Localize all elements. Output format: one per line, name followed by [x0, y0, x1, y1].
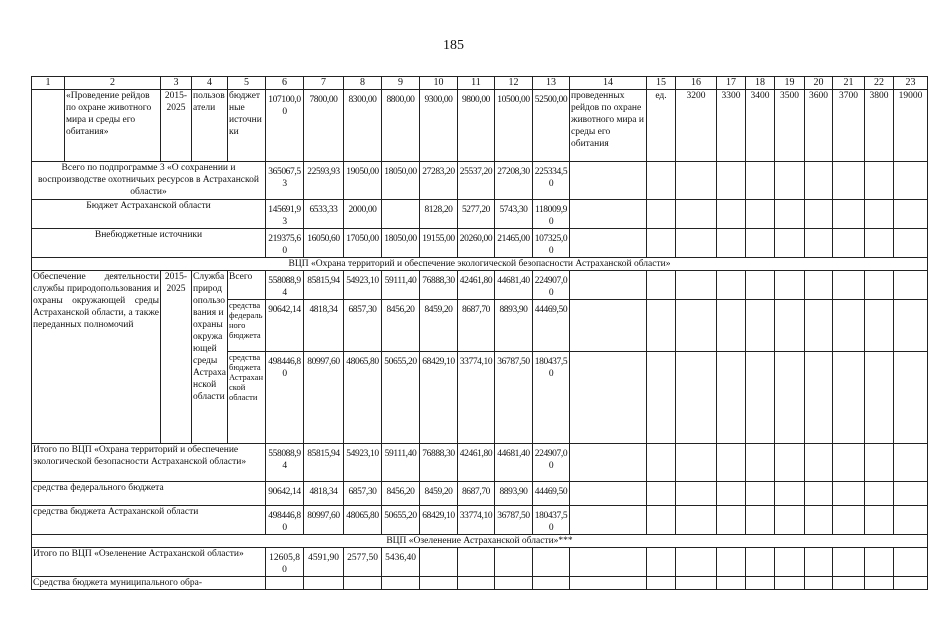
vcp1-total-row — [32, 444, 928, 482]
vcp1-title: ВЦП «Охрана территорий и обеспечение экологической безопасности Астраханской области» — [32, 258, 928, 271]
amount-cell: 219375,60 — [266, 229, 304, 258]
header-cell: 14 — [570, 77, 647, 90]
amount-cell: 365067,53 — [266, 162, 304, 200]
amount-cell: 8459,20 — [420, 300, 458, 352]
vcp1-activity-executor: Служба природопользования и охраны окружающей среды Астраханской области — [192, 271, 228, 444]
source-label: средства федерального бюджета — [228, 300, 266, 352]
vcp1-federal-row — [32, 482, 928, 506]
amount-cell: 180437,50 — [533, 352, 570, 444]
amount-cell: 18050,00 — [382, 229, 420, 258]
amount-cell: 6857,30 — [344, 482, 382, 506]
amount-cell: 16050,60 — [304, 229, 344, 258]
amount-cell: 85815,94 — [304, 271, 344, 300]
amount-cell: 9300,00 — [420, 90, 458, 162]
subprogram-extrabudget-row — [32, 229, 928, 258]
subprogram-regional-row — [32, 200, 928, 229]
target-cell: 3700 — [833, 90, 865, 162]
amount-cell: 44681,40 — [495, 444, 533, 482]
amount-cell: 224907,00 — [533, 444, 570, 482]
amount-cell: 33774,10 — [458, 506, 495, 535]
amount-cell — [382, 200, 420, 229]
target-cell: 3800 — [865, 90, 894, 162]
amount-cell: 5277,20 — [458, 200, 495, 229]
amount-cell: 42461,80 — [458, 271, 495, 300]
column-number-row — [32, 77, 928, 90]
header-cell: 10 — [420, 77, 458, 90]
header-cell: 13 — [533, 77, 570, 90]
amount-cell: 44681,40 — [495, 271, 533, 300]
vcp1-activity-name: Обеспечение деятельности службы природопользования и охраны окружающей среды Астраханской области, а также переданных полномочий — [32, 271, 161, 444]
header-cell: 11 — [458, 77, 495, 90]
amount-cell: 36787,50 — [495, 506, 533, 535]
header-cell: 17 — [717, 77, 746, 90]
vcp2-municipal-label: Средства бюджета муниципального обра- — [32, 577, 266, 590]
amount-cell: 48065,80 — [344, 352, 382, 444]
amount-cell: 22593,93 — [304, 162, 344, 200]
vcp1-regional-row — [32, 506, 928, 535]
vcp2-total-row — [32, 548, 928, 577]
amount-cell: 33774,10 — [458, 352, 495, 444]
amount-cell: 224907,00 — [533, 271, 570, 300]
amount-cell: 5436,40 — [382, 548, 420, 577]
indicator-unit: ед. — [647, 90, 676, 162]
target-cell: 3400 — [746, 90, 775, 162]
target-cell: 19000 — [894, 90, 928, 162]
amount-cell: 17050,00 — [344, 229, 382, 258]
amount-cell: 36787,50 — [495, 352, 533, 444]
activity-source: бюджетные источники — [228, 90, 266, 162]
amount-cell: 8456,20 — [382, 482, 420, 506]
amount-cell: 4818,34 — [304, 482, 344, 506]
vcp1-activity-total-row — [32, 271, 928, 300]
amount-cell: 8687,70 — [458, 482, 495, 506]
amount-cell: 44469,50 — [533, 300, 570, 352]
amount-cell: 9800,00 — [458, 90, 495, 162]
amount-cell: 180437,50 — [533, 506, 570, 535]
amount-cell: 2000,00 — [344, 200, 382, 229]
amount-cell: 8800,00 — [382, 90, 420, 162]
subprogram-total-label: Всего по подпрограмме 3 «О сохранении и воспроизводстве охотничьих ресурсов в Астраханской области» — [32, 162, 266, 200]
source-label: Всего — [228, 271, 266, 300]
header-cell: 19 — [775, 77, 805, 90]
amount-cell: 19155,00 — [420, 229, 458, 258]
budget-table — [31, 76, 928, 590]
activity-row — [32, 90, 928, 162]
header-cell: 1 — [32, 77, 65, 90]
header-cell: 23 — [894, 77, 928, 90]
amount-cell: 85815,94 — [304, 444, 344, 482]
amount-cell: 68429,10 — [420, 352, 458, 444]
amount-cell: 2577,50 — [344, 548, 382, 577]
amount-cell: 6857,30 — [344, 300, 382, 352]
header-cell: 20 — [805, 77, 833, 90]
amount-cell: 8459,20 — [420, 482, 458, 506]
amount-cell: 50655,20 — [382, 506, 420, 535]
amount-cell: 59111,40 — [382, 271, 420, 300]
vcp1-total-label: Итого по ВЦП «Охрана территорий и обеспечение экологической безопасности Астраханской области» — [32, 444, 266, 482]
header-cell: 21 — [833, 77, 865, 90]
amount-cell: 8893,90 — [495, 482, 533, 506]
activity-executor: пользователи — [192, 90, 228, 162]
amount-cell: 7800,00 — [304, 90, 344, 162]
vcp1-activity-period: 2015-2025 — [161, 271, 192, 444]
source-label: средства бюджета Астраханской области — [228, 352, 266, 444]
activity-name: «Проведение рейдов по охране животного мира и среды его обитания» — [65, 90, 161, 162]
page-number: 185 — [443, 38, 464, 53]
amount-cell: 68429,10 — [420, 506, 458, 535]
amount-cell: 21465,00 — [495, 229, 533, 258]
amount-cell: 10500,00 — [495, 90, 533, 162]
amount-cell: 27208,30 — [495, 162, 533, 200]
subprogram-total-row — [32, 162, 928, 200]
target-cell: 3600 — [805, 90, 833, 162]
amount-cell: 6533,33 — [304, 200, 344, 229]
amount-cell: 54923,10 — [344, 271, 382, 300]
header-cell: 18 — [746, 77, 775, 90]
amount-cell: 118009,90 — [533, 200, 570, 229]
amount-cell: 8456,20 — [382, 300, 420, 352]
vcp1-federal-label: средства федерального бюджета — [32, 482, 266, 506]
indicator-name: проведенных рейдов по охране животного мира и среды его обитания — [570, 90, 647, 162]
amount-cell: 107325,00 — [533, 229, 570, 258]
amount-cell: 90642,14 — [266, 300, 304, 352]
amount-cell: 59111,40 — [382, 444, 420, 482]
amount-cell: 107100,00 — [266, 90, 304, 162]
vcp2-total-label: Итого по ВЦП «Озеленение Астраханской области» — [32, 548, 266, 577]
amount-cell: 76888,30 — [420, 271, 458, 300]
vcp1-title-row — [32, 258, 928, 271]
amount-cell: 18050,00 — [382, 162, 420, 200]
amount-cell: 50655,20 — [382, 352, 420, 444]
amount-cell: 80997,60 — [304, 506, 344, 535]
amount-cell: 80997,60 — [304, 352, 344, 444]
amount-cell: 498446,80 — [266, 506, 304, 535]
amount-cell: 4591,90 — [304, 548, 344, 577]
subprogram-regional-label: Бюджет Астраханской области — [32, 200, 266, 229]
amount-cell: 225334,50 — [533, 162, 570, 200]
amount-cell: 48065,80 — [344, 506, 382, 535]
header-cell: 8 — [344, 77, 382, 90]
target-cell: 3200 — [676, 90, 717, 162]
amount-cell: 558088,94 — [266, 444, 304, 482]
amount-cell: 12605,80 — [266, 548, 304, 577]
amount-cell: 8687,70 — [458, 300, 495, 352]
header-cell: 9 — [382, 77, 420, 90]
amount-cell: 20260,00 — [458, 229, 495, 258]
amount-cell: 54923,10 — [344, 444, 382, 482]
header-cell: 2 — [65, 77, 161, 90]
target-cell: 3300 — [717, 90, 746, 162]
header-cell: 7 — [304, 77, 344, 90]
amount-cell: 8300,00 — [344, 90, 382, 162]
amount-cell: 90642,14 — [266, 482, 304, 506]
header-cell: 6 — [266, 77, 304, 90]
amount-cell: 558088,94 — [266, 271, 304, 300]
vcp2-title: ВЦП «Озеленение Астраханской области»*** — [32, 535, 928, 548]
amount-cell: 498446,80 — [266, 352, 304, 444]
header-cell: 16 — [676, 77, 717, 90]
header-cell: 12 — [495, 77, 533, 90]
header-cell: 3 — [161, 77, 192, 90]
amount-cell: 8893,90 — [495, 300, 533, 352]
vcp1-regional-label: средства бюджета Астраханской области — [32, 506, 266, 535]
amount-cell: 44469,50 — [533, 482, 570, 506]
amount-cell: 8128,20 — [420, 200, 458, 229]
vcp2-municipal-row — [32, 577, 928, 590]
amount-cell: 25537,20 — [458, 162, 495, 200]
activity-period: 2015-2025 — [161, 90, 192, 162]
amount-cell: 52500,00 — [533, 90, 570, 162]
amount-cell: 145691,93 — [266, 200, 304, 229]
target-cell: 3500 — [775, 90, 805, 162]
header-cell: 15 — [647, 77, 676, 90]
amount-cell: 76888,30 — [420, 444, 458, 482]
subprogram-extrabudget-label: Внебюджетные источники — [32, 229, 266, 258]
amount-cell: 27283,20 — [420, 162, 458, 200]
amount-cell: 4818,34 — [304, 300, 344, 352]
header-cell: 5 — [228, 77, 266, 90]
vcp2-title-row — [32, 535, 928, 548]
header-cell: 22 — [865, 77, 894, 90]
amount-cell: 19050,00 — [344, 162, 382, 200]
header-cell: 4 — [192, 77, 228, 90]
amount-cell: 42461,80 — [458, 444, 495, 482]
amount-cell: 5743,30 — [495, 200, 533, 229]
